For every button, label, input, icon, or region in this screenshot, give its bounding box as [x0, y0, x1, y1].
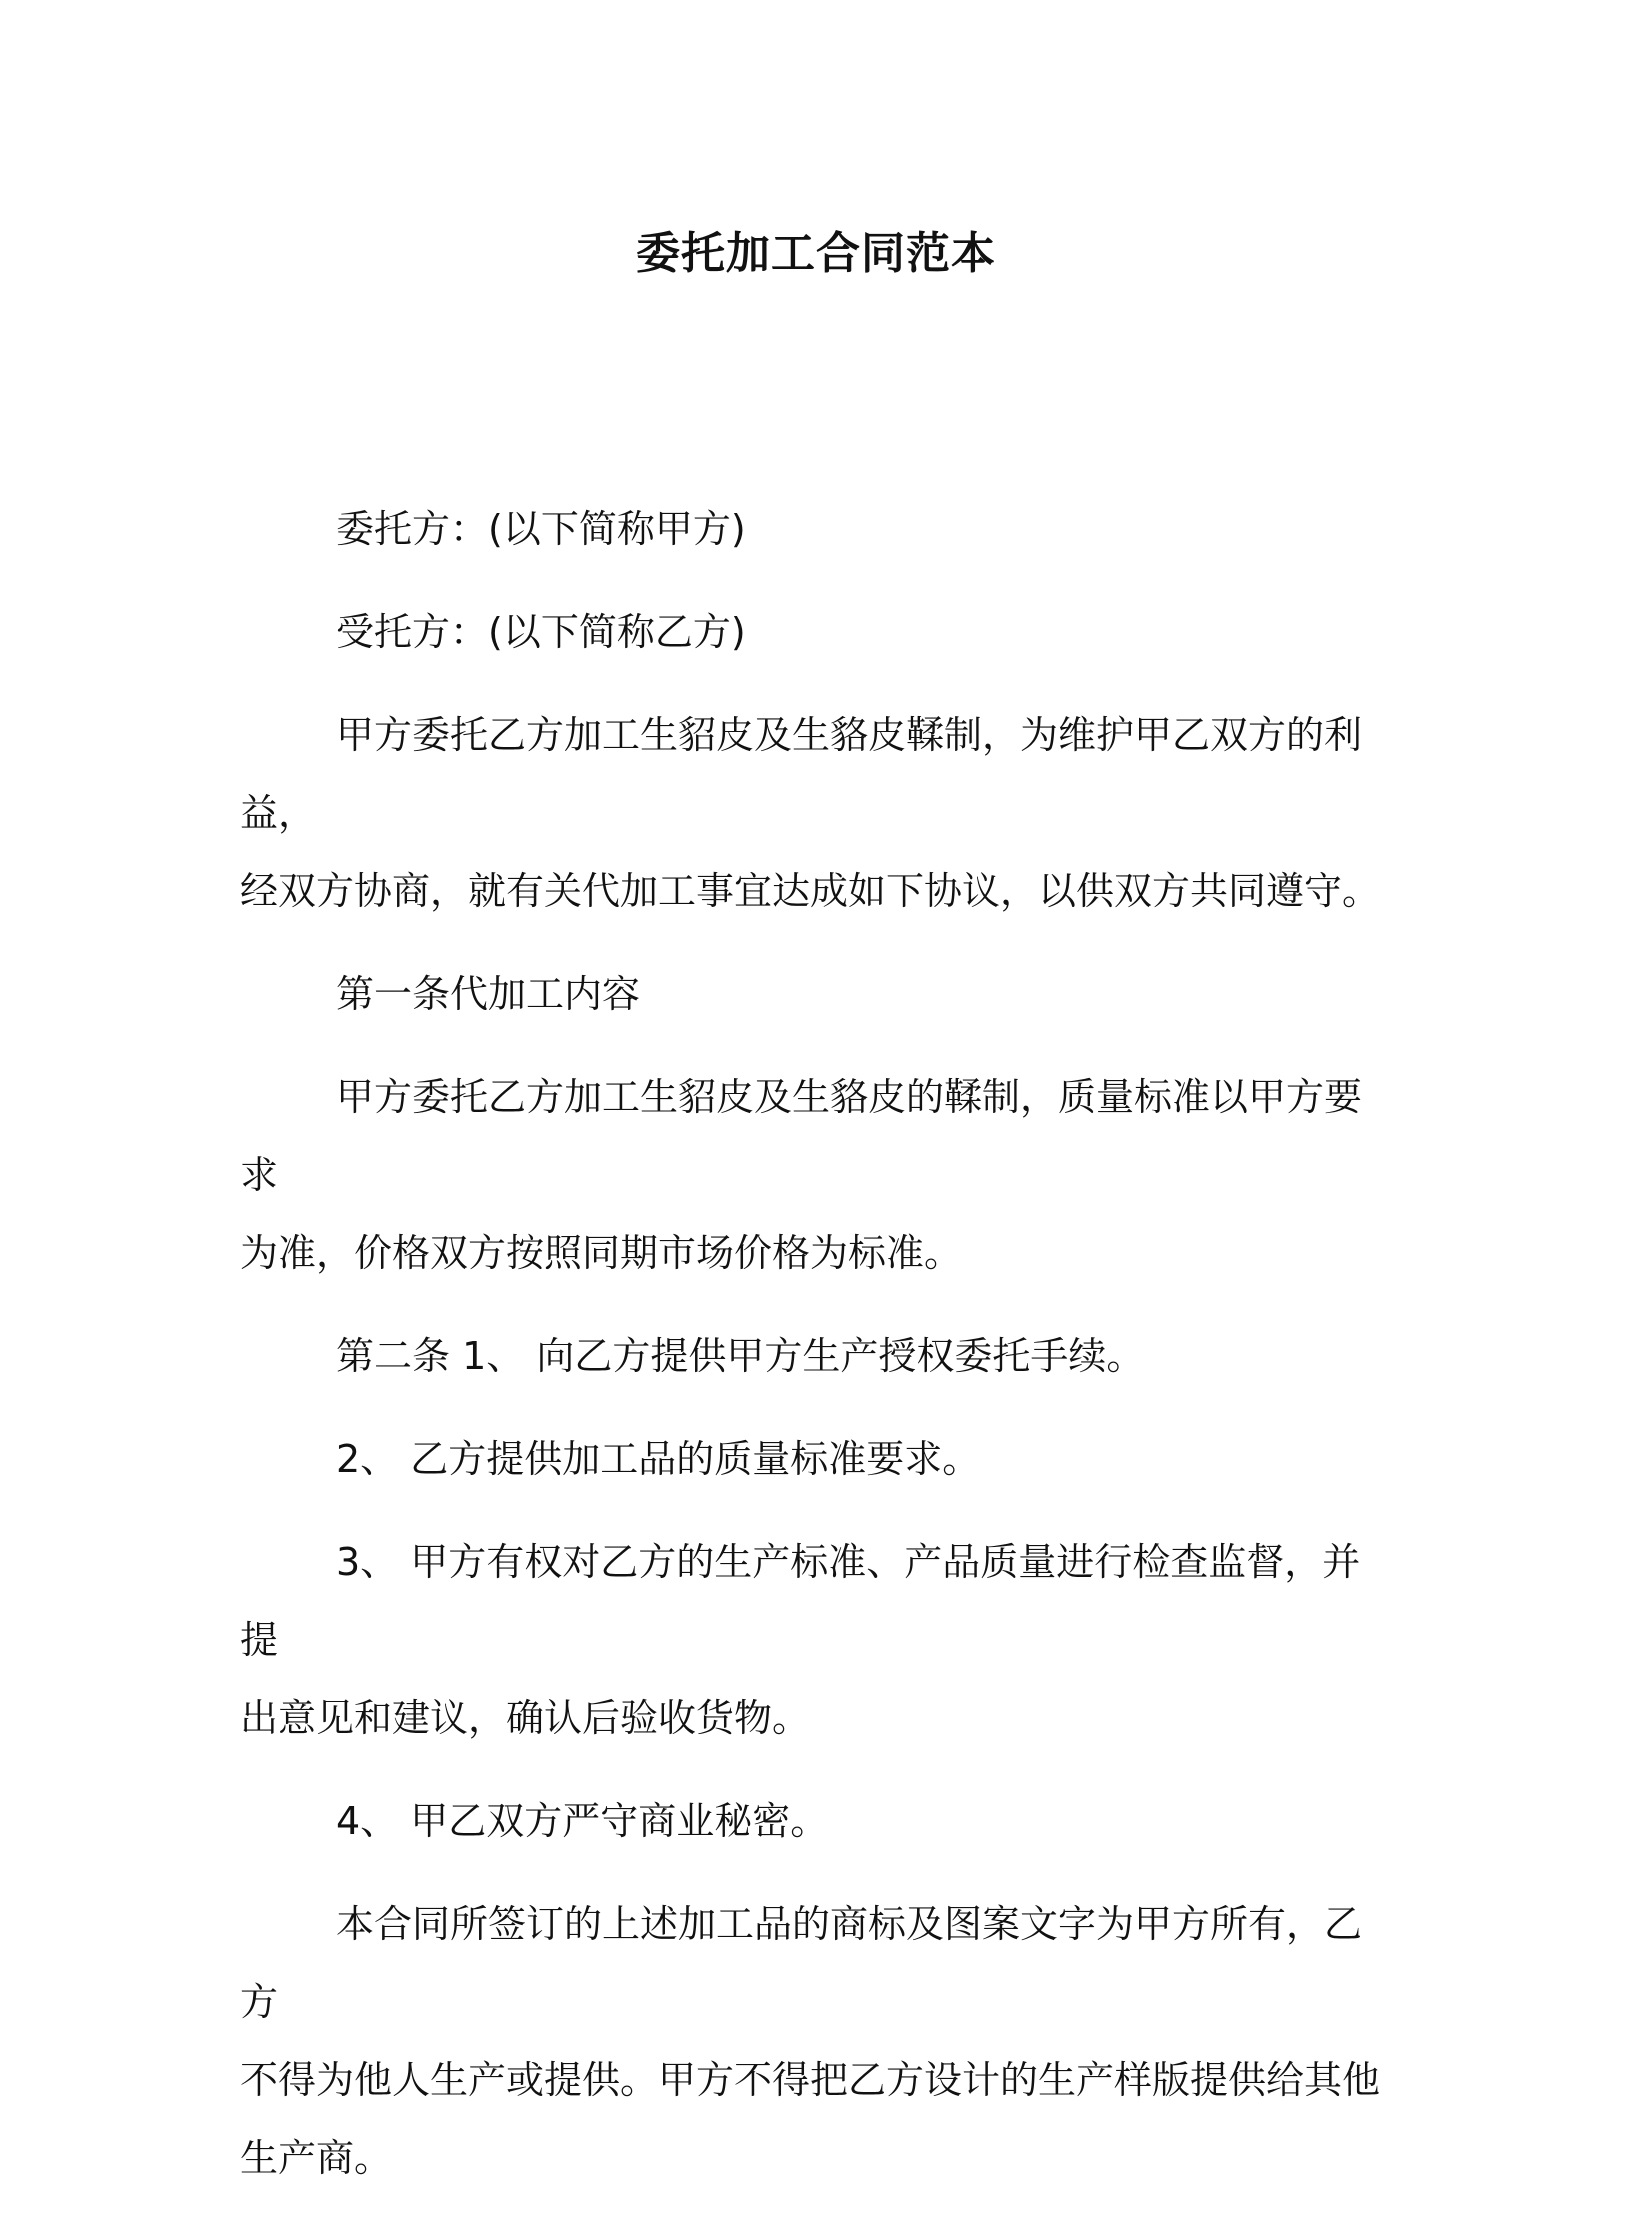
paragraph-line: 3、 甲方有权对乙方的生产标准、产品质量进行检查监督，并提 — [240, 1540, 1361, 1662]
paragraph-line: 经双方协商，就有关代加工事宜达成如下协议，以供双方共同遵守。 — [240, 869, 1381, 913]
paragraph-line: 受托方：(以下简称乙方) — [336, 610, 746, 654]
paragraph-line: 2、 乙方提供加工品的质量标准要求。 — [336, 1437, 981, 1481]
paragraph-line: 第一条代加工内容 — [336, 972, 641, 1016]
paragraph-line: 委托方：(以下简称甲方) — [336, 507, 746, 551]
paragraph-line: 生产商。 — [240, 2136, 393, 2180]
paragraph-line: 甲方委托乙方加工生貂皮及生貉皮的鞣制，质量标准以甲方要求 — [240, 1075, 1363, 1197]
paragraph-entrusted-party — [240, 593, 1392, 671]
paragraph-line: 4、 甲乙双方严守商业秘密。 — [336, 1799, 829, 1843]
paragraph-trademark — [240, 1885, 1392, 2197]
article-two-item-4 — [240, 1782, 1392, 1860]
paragraph-entrusting-party — [240, 490, 1392, 568]
paragraph-preamble — [240, 696, 1392, 930]
paragraph-line: 甲方委托乙方加工生貂皮及生貉皮鞣制，为维护甲乙双方的利益， — [240, 713, 1363, 835]
paragraph-line: 为准，价格双方按照同期市场价格为标准。 — [240, 1231, 963, 1275]
paragraph-line: 本合同所签订的上述加工品的商标及图案文字为甲方所有，乙方 — [240, 1902, 1363, 2024]
article-one-content — [240, 1058, 1392, 1292]
article-one-heading — [240, 955, 1392, 1033]
article-two-item-2 — [240, 1420, 1392, 1498]
paragraph-line: 不得为他人生产或提供。甲方不得把乙方设计的生产样版提供给其他 — [240, 2058, 1381, 2102]
article-two-item-3 — [240, 1523, 1392, 1757]
article-two-item-1 — [240, 1317, 1392, 1395]
paragraph-line: 出意见和建议，确认后验收货物。 — [240, 1696, 811, 1740]
paragraph-line: 第二条 1、 向乙方提供甲方生产授权委托手续。 — [336, 1334, 1145, 1378]
document-title: 委托加工合同范本 — [636, 228, 996, 279]
document-body — [240, 490, 1392, 2222]
